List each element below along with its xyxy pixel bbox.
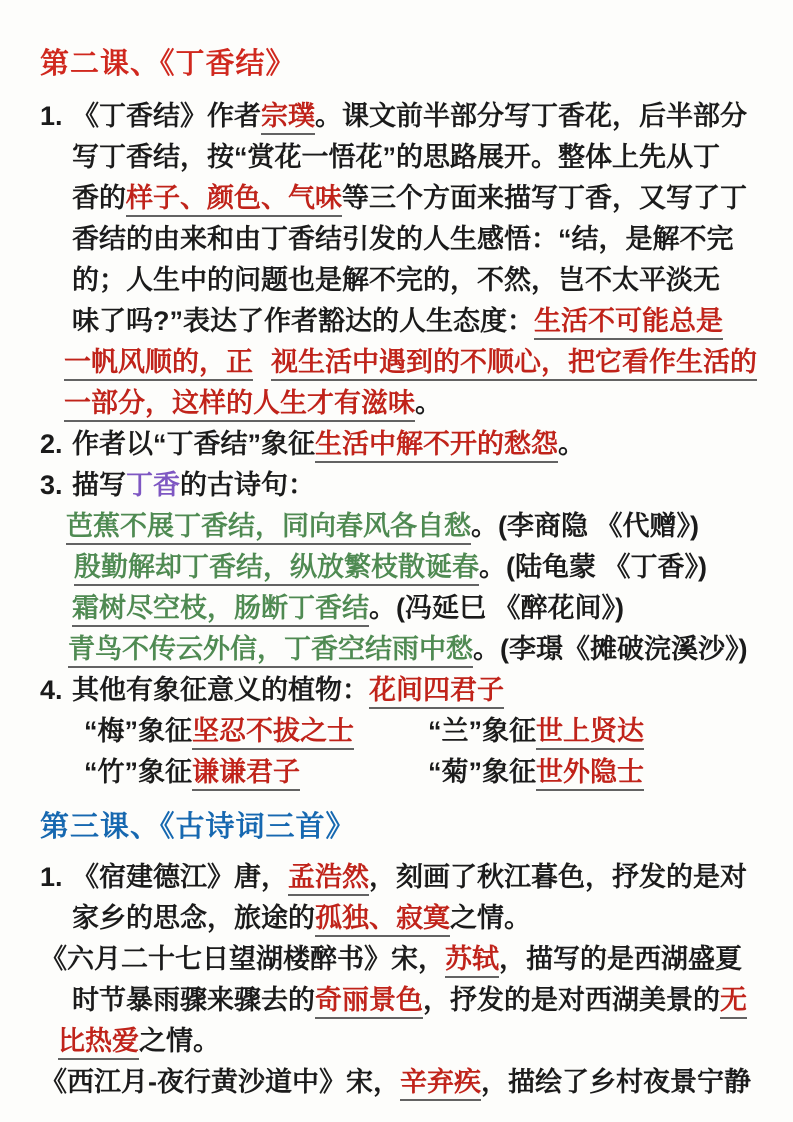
red-highlight-text: 谦谦君子: [192, 757, 300, 791]
document-line: [0, 898, 793, 939]
list-number: 1.: [40, 101, 63, 131]
red-highlight-text: 孤独、寂寞: [315, 903, 450, 937]
body-text: “菊”象征: [428, 757, 536, 787]
document-line: [0, 547, 793, 588]
body-text: “梅”象征: [84, 716, 192, 746]
red-highlight-text: 宗璞: [261, 101, 315, 135]
document-line: [0, 588, 793, 629]
body-text: 时节暴雨骤来骤去的: [72, 985, 315, 1015]
body-text: “竹”象征: [84, 757, 192, 787]
document-line: [0, 1062, 793, 1103]
body-text: 味了吗?”表达了作者豁达的人生态度：: [72, 306, 534, 336]
red-highlight-text: 生活中解不开的愁怨: [315, 429, 558, 463]
red-highlight-text: 辛弃疾: [400, 1067, 481, 1101]
red-highlight-text: 坚忍不拔之士: [192, 716, 354, 750]
red-highlight-text: 一部分，这样的人生才有滋味: [64, 388, 415, 422]
red-highlight-text: 世上贤达: [536, 716, 644, 750]
red-highlight-text: 视生活中遇到的不顺心，把它看作生活的: [271, 347, 757, 381]
document-line: [0, 424, 793, 465]
body-text: 的古诗句：: [180, 470, 315, 500]
column: [84, 752, 428, 793]
document-line: [0, 137, 793, 178]
red-highlight-text: 苏轼: [445, 944, 499, 978]
document-line: [0, 711, 793, 752]
document-line: [0, 506, 793, 547]
list-number: 3.: [40, 470, 63, 500]
document-line: [0, 629, 793, 670]
red-highlight-text: 花间四君子: [369, 675, 504, 709]
body-text: ，刻画了秋江暮色，抒发的是对: [369, 862, 747, 892]
document-line: [0, 178, 793, 219]
body-text: 家乡的思念，旅途的: [72, 903, 315, 933]
document-line: [0, 383, 793, 424]
green-poem-text: 芭蕉不展丁香结，同向春风各自愁: [66, 511, 471, 545]
column: [428, 711, 644, 752]
green-poem-text: 青鸟不传云外信，丁香空结雨中愁: [68, 634, 473, 668]
body-text: ，描绘了乡村夜景宁静: [481, 1067, 751, 1097]
body-text: 《西江月-夜行黄沙道中》宋，: [40, 1067, 400, 1097]
body-text: 之情。: [139, 1026, 220, 1056]
body-text: ，抒发的是对西湖美景的: [423, 985, 720, 1015]
document-line: [0, 670, 793, 711]
document-line: [0, 219, 793, 260]
body-text: 之情。: [450, 903, 531, 933]
red-highlight-text: 世外隐士: [536, 757, 644, 791]
red-highlight-text: 样子、颜色、气味: [126, 183, 342, 217]
document-body: [0, 44, 793, 1103]
list-number: 4.: [40, 675, 63, 705]
document-line: [0, 1021, 793, 1062]
body-text: “兰”象征: [428, 716, 536, 746]
document-line: [0, 342, 793, 383]
body-text: 作者以“丁香结”象征: [72, 429, 315, 459]
body-text: 。: [415, 388, 442, 418]
list-number: 1.: [40, 862, 63, 892]
body-text: 香结的由来和由丁香结引发的人生感悟：“结，是解不完: [72, 224, 734, 254]
body-text: 描写: [72, 470, 126, 500]
green-poem-text: 殷勤解却丁香结，纵放繁枝散诞春: [74, 552, 479, 586]
document-line: [0, 301, 793, 342]
lesson-3-heading: 第三课、《古诗词三首》: [40, 811, 356, 843]
body-text: 香的: [72, 183, 126, 213]
body-text: 《宿建德江》唐，: [72, 862, 288, 892]
green-poem-text: 霜树尽空枝，肠断丁香结: [72, 593, 369, 627]
purple-highlight-text: 丁香: [126, 470, 180, 501]
red-highlight-text: 生活不可能总是: [534, 306, 723, 340]
body-text: 其他有象征意义的植物：: [72, 675, 369, 705]
body-text: 《丁香结》作者: [72, 101, 261, 131]
document-line: [0, 752, 793, 793]
body-text: 。(陆龟蒙 《丁香》): [479, 552, 707, 582]
body-text: 写丁香结，按“赏花一悟花”的思路展开。整体上先从丁: [72, 142, 720, 172]
red-highlight-text: 无: [720, 985, 747, 1019]
body-text: 等三个方面来描写丁香，又写了丁: [342, 183, 747, 213]
body-text: ，描写的是西湖盛夏: [499, 944, 742, 974]
document-line: [0, 96, 793, 137]
document-line: [0, 465, 793, 506]
list-number: 2.: [40, 429, 63, 459]
document-line: [0, 857, 793, 898]
body-text: 的；人生中的问题也是解不完的，不然，岂不太平淡无: [72, 265, 720, 295]
document-line: [0, 980, 793, 1021]
body-text: 。(冯延巳 《醉花间》): [369, 593, 624, 623]
body-text: 。课文前半部分写丁香花，后半部分: [315, 101, 747, 131]
column: [428, 752, 644, 793]
red-highlight-text: 一帆风顺的，正: [64, 347, 253, 381]
document-line: [0, 939, 793, 980]
column: [84, 711, 428, 752]
body-text: 。(李璟《摊破浣溪沙》): [473, 634, 748, 664]
body-text: 。(李商隐 《代赠》): [471, 511, 699, 541]
red-highlight-text: 比热爱: [58, 1026, 139, 1060]
red-highlight-text: 奇丽景色: [315, 985, 423, 1019]
document-line: [0, 260, 793, 301]
red-highlight-text: 孟浩然: [288, 862, 369, 896]
body-text: 《六月二十七日望湖楼醉书》宋，: [40, 944, 445, 974]
lesson-2-heading: 第二课、《丁香结》: [40, 48, 296, 80]
body-text: 。: [558, 429, 585, 459]
